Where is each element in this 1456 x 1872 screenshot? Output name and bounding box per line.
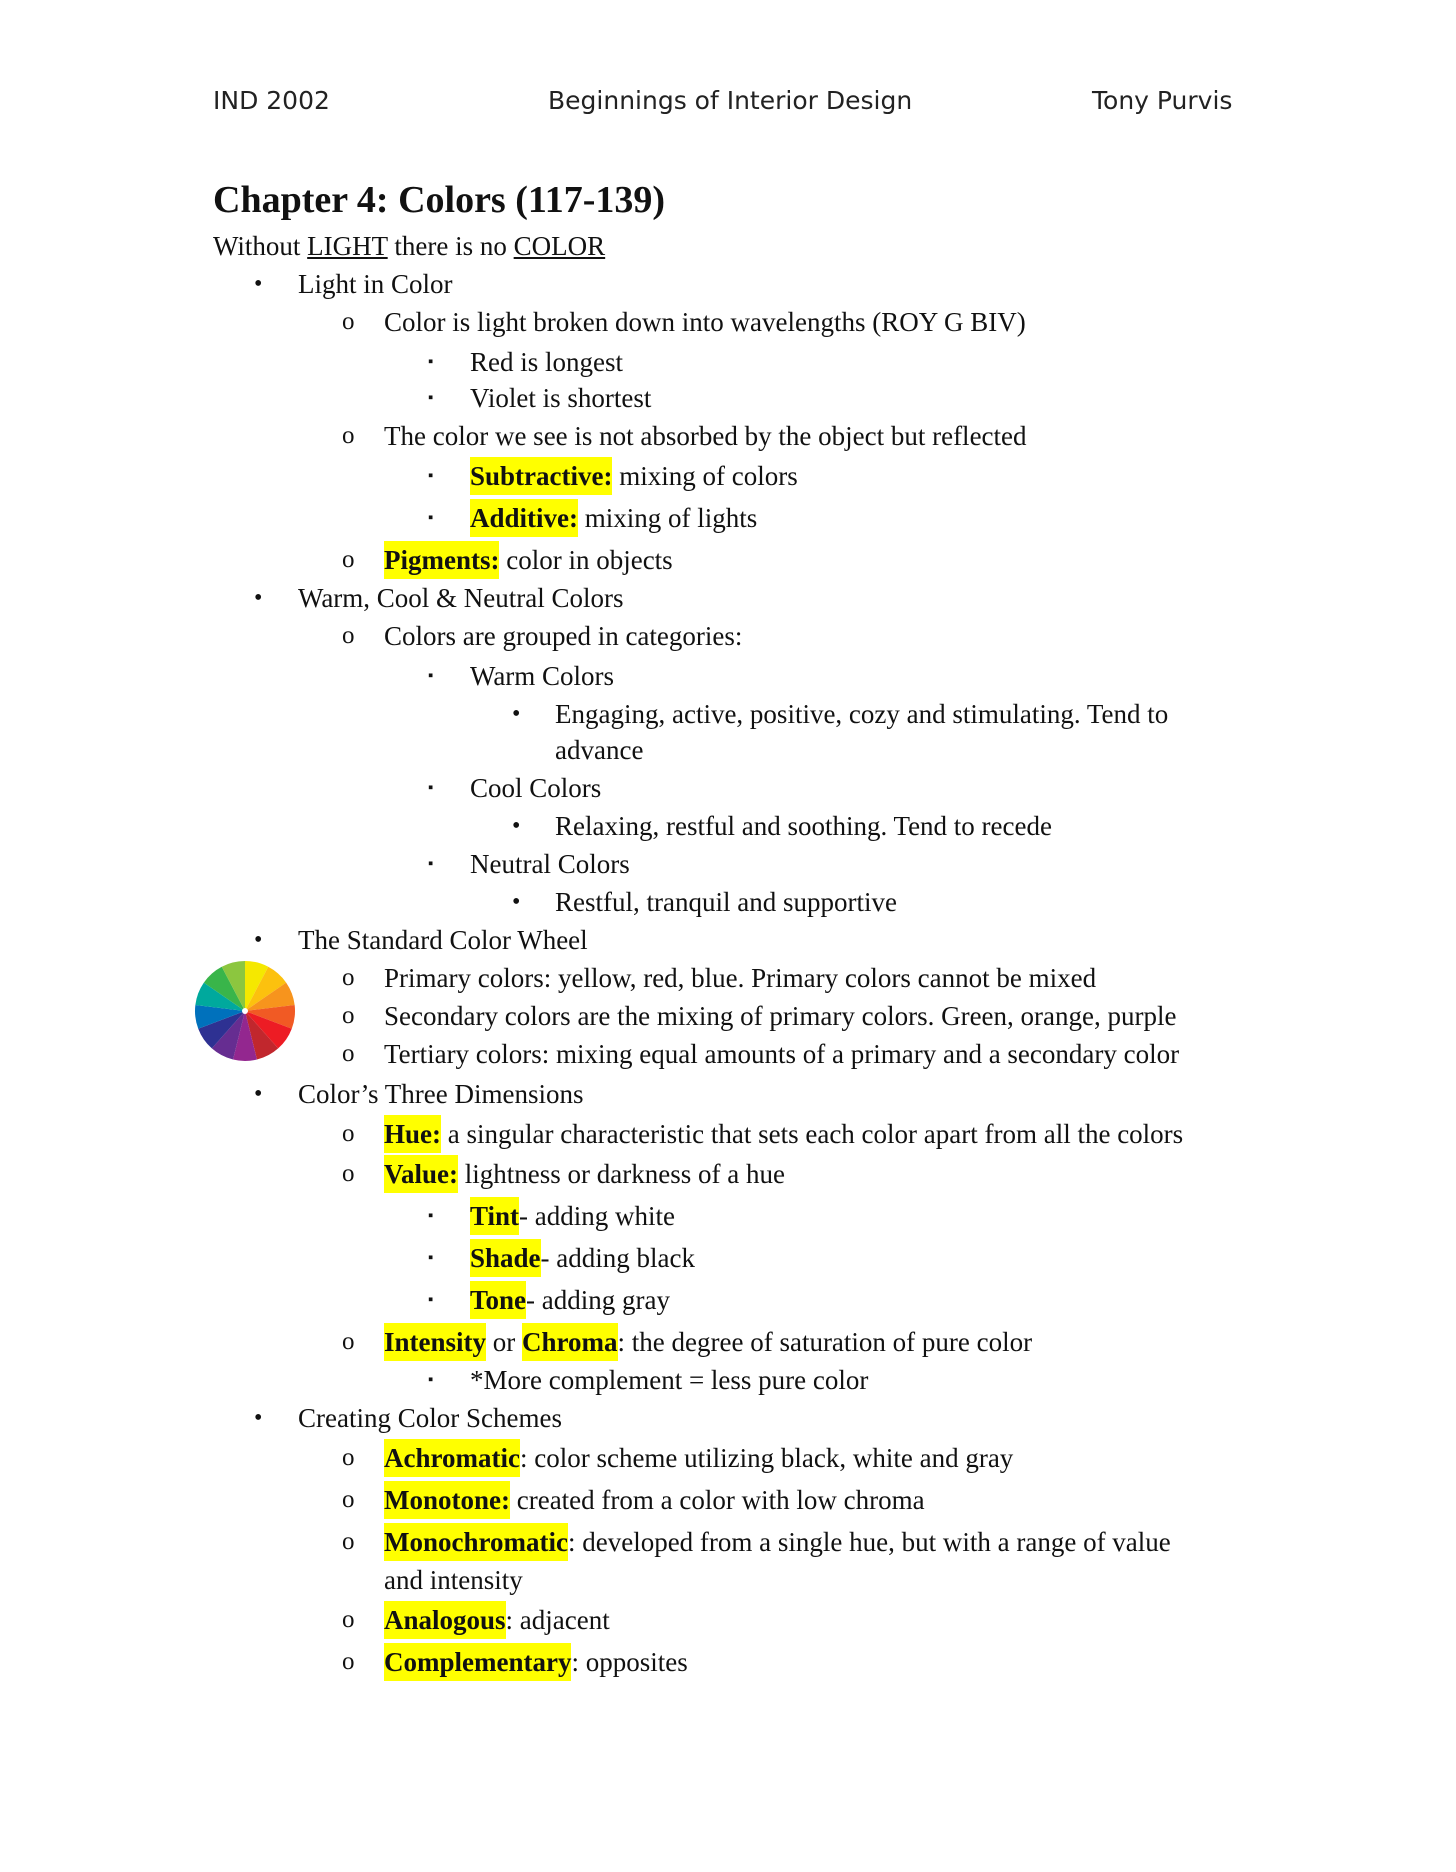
- term-complementary: Complementary: [384, 1643, 571, 1681]
- chapter-title: Chapter 4: Colors (117-139): [213, 179, 666, 221]
- bullet-marker: o: [342, 622, 355, 649]
- section-three-dimensions: Color’s Three Dimensions: [298, 1079, 584, 1109]
- cool-desc: Relaxing, restful and soothing. Tend to recede: [555, 811, 1052, 841]
- term-monotone: Monotone:: [384, 1481, 510, 1519]
- tertiary-colors-item: Tertiary colors: mixing equal amounts of a primary and a secondary color: [384, 1039, 1180, 1069]
- cool-colors-item: Cool Colors: [470, 773, 602, 803]
- header-course: IND 2002: [213, 86, 330, 115]
- categories-item: Colors are grouped in categories:: [384, 621, 743, 651]
- monochromatic-def-line2: and intensity: [384, 1565, 523, 1595]
- subtractive-item: [470, 460, 798, 492]
- tone-item: [470, 1284, 670, 1316]
- intensity-item: [384, 1326, 1032, 1358]
- bullet-marker: o: [342, 1528, 355, 1555]
- hue-item: [384, 1118, 1183, 1150]
- term-monochromatic: Monochromatic: [384, 1523, 568, 1561]
- section-light-in-color: Light in Color: [298, 269, 453, 299]
- bullet-marker: ▪: [428, 1208, 434, 1224]
- term-value: Value:: [384, 1155, 458, 1193]
- bullet-marker: ▪: [428, 1372, 434, 1388]
- tone-def: - adding gray: [526, 1285, 670, 1315]
- bullet-marker: o: [342, 1328, 355, 1355]
- analogous-def: : adjacent: [505, 1605, 610, 1635]
- secondary-colors-item: Secondary colors are the mixing of primary colors. Green, orange, purple: [384, 1001, 1177, 1031]
- term-tone: Tone: [470, 1281, 526, 1319]
- achromatic-item: [384, 1442, 1013, 1474]
- bullet-marker: ▪: [428, 390, 434, 406]
- bullet-marker: ▪: [428, 780, 434, 796]
- monochromatic-item: [384, 1526, 1171, 1558]
- monotone-def: created from a color with low chroma: [509, 1485, 925, 1515]
- hue-def: a singular characteristic that sets each color apart from all the colors: [441, 1119, 1184, 1149]
- color-wheel-icon: [194, 960, 296, 1062]
- neutral-colors-item: Neutral Colors: [470, 849, 630, 879]
- bullet-marker: o: [342, 964, 355, 991]
- warm-colors-item: Warm Colors: [470, 661, 615, 691]
- intro-text-c: there is no: [387, 231, 514, 261]
- monochromatic-def: : developed from a single hue, but with a range of value: [567, 1527, 1171, 1557]
- term-tint: Tint: [470, 1197, 519, 1235]
- neutral-desc: Restful, tranquil and supportive: [555, 887, 897, 917]
- value-def: lightness or darkness of a hue: [458, 1159, 785, 1189]
- primary-colors-item: Primary colors: yellow, red, blue. Primary colors cannot be mixed: [384, 963, 1097, 993]
- complement-note: *More complement = less pure color: [470, 1365, 869, 1395]
- bullet-marker: •: [254, 1405, 263, 1431]
- bullet-marker: ▪: [428, 1292, 434, 1308]
- bullet-marker: o: [342, 422, 355, 449]
- warm-desc-line1: Engaging, active, positive, cozy and stimulating. Tend to: [555, 699, 1169, 729]
- bullet-marker: ▪: [428, 510, 434, 526]
- bullet-marker: o: [342, 1486, 355, 1513]
- bullet-marker: o: [342, 1002, 355, 1029]
- intro-color: COLOR: [513, 231, 606, 261]
- intro-line: [213, 230, 605, 262]
- wavelengths-item: Color is light broken down into wavelengths (ROY G BIV): [384, 307, 1026, 337]
- term-shade: Shade: [470, 1239, 541, 1277]
- term-intensity: Intensity: [384, 1323, 486, 1361]
- bullet-marker: o: [342, 1648, 355, 1675]
- term-pigments: Pigments:: [384, 541, 499, 579]
- bullet-marker: o: [342, 1444, 355, 1471]
- bullet-marker: •: [512, 813, 521, 839]
- section-warm-cool-neutral: Warm, Cool & Neutral Colors: [298, 583, 624, 613]
- additive-def: mixing of lights: [578, 503, 758, 533]
- monotone-item: [384, 1484, 925, 1516]
- analogous-item: [384, 1604, 610, 1636]
- bullet-marker: •: [254, 1081, 263, 1107]
- bullet-marker: ▪: [428, 668, 434, 684]
- term-chroma: Chroma: [522, 1323, 618, 1361]
- section-color-schemes: Creating Color Schemes: [298, 1403, 562, 1433]
- pigments-def: color in objects: [499, 545, 673, 575]
- header-author: Tony Purvis: [1092, 86, 1233, 115]
- intensity-or: or: [486, 1327, 523, 1357]
- bullet-marker: o: [342, 546, 355, 573]
- subtractive-def: mixing of colors: [612, 461, 798, 491]
- term-hue: Hue:: [384, 1115, 441, 1153]
- violet-shortest-item: Violet is shortest: [470, 383, 652, 413]
- term-additive: Additive:: [470, 499, 578, 537]
- bullet-marker: •: [254, 585, 263, 611]
- bullet-marker: ▪: [428, 1250, 434, 1266]
- intro-light: LIGHT: [307, 231, 388, 261]
- term-achromatic: Achromatic: [384, 1439, 520, 1477]
- reflected-item: The color we see is not absorbed by the object but reflected: [384, 421, 1027, 451]
- bullet-marker: •: [254, 927, 263, 953]
- color-wheel-center: [242, 1008, 248, 1014]
- tint-def: - adding white: [519, 1201, 675, 1231]
- bullet-marker: o: [342, 1606, 355, 1633]
- bullet-marker: o: [342, 308, 355, 335]
- red-longest-item: Red is longest: [470, 347, 623, 377]
- intensity-def: : the degree of saturation of pure color: [617, 1327, 1033, 1357]
- bullet-marker: •: [254, 271, 263, 297]
- term-analogous: Analogous: [384, 1601, 506, 1639]
- shade-item: [470, 1242, 695, 1274]
- additive-item: [470, 502, 757, 534]
- term-subtractive: Subtractive:: [470, 457, 612, 495]
- section-color-wheel: The Standard Color Wheel: [298, 925, 588, 955]
- value-item: [384, 1158, 785, 1190]
- complementary-def: : opposites: [571, 1647, 688, 1677]
- tint-item: [470, 1200, 675, 1232]
- header-title: Beginnings of Interior Design: [548, 86, 913, 115]
- achromatic-def: : color scheme utilizing black, white and gray: [519, 1443, 1014, 1473]
- complementary-item: [384, 1646, 688, 1678]
- bullet-marker: •: [512, 889, 521, 915]
- intro-text-a: Without: [213, 231, 308, 261]
- warm-desc-line2: advance: [555, 735, 644, 765]
- pigments-item: [384, 544, 673, 576]
- bullet-marker: o: [342, 1040, 355, 1067]
- bullet-marker: o: [342, 1120, 355, 1147]
- bullet-marker: ▪: [428, 468, 434, 484]
- bullet-marker: ▪: [428, 856, 434, 872]
- bullet-marker: o: [342, 1160, 355, 1187]
- bullet-marker: •: [512, 701, 521, 727]
- bullet-marker: ▪: [428, 354, 434, 370]
- shade-def: - adding black: [540, 1243, 695, 1273]
